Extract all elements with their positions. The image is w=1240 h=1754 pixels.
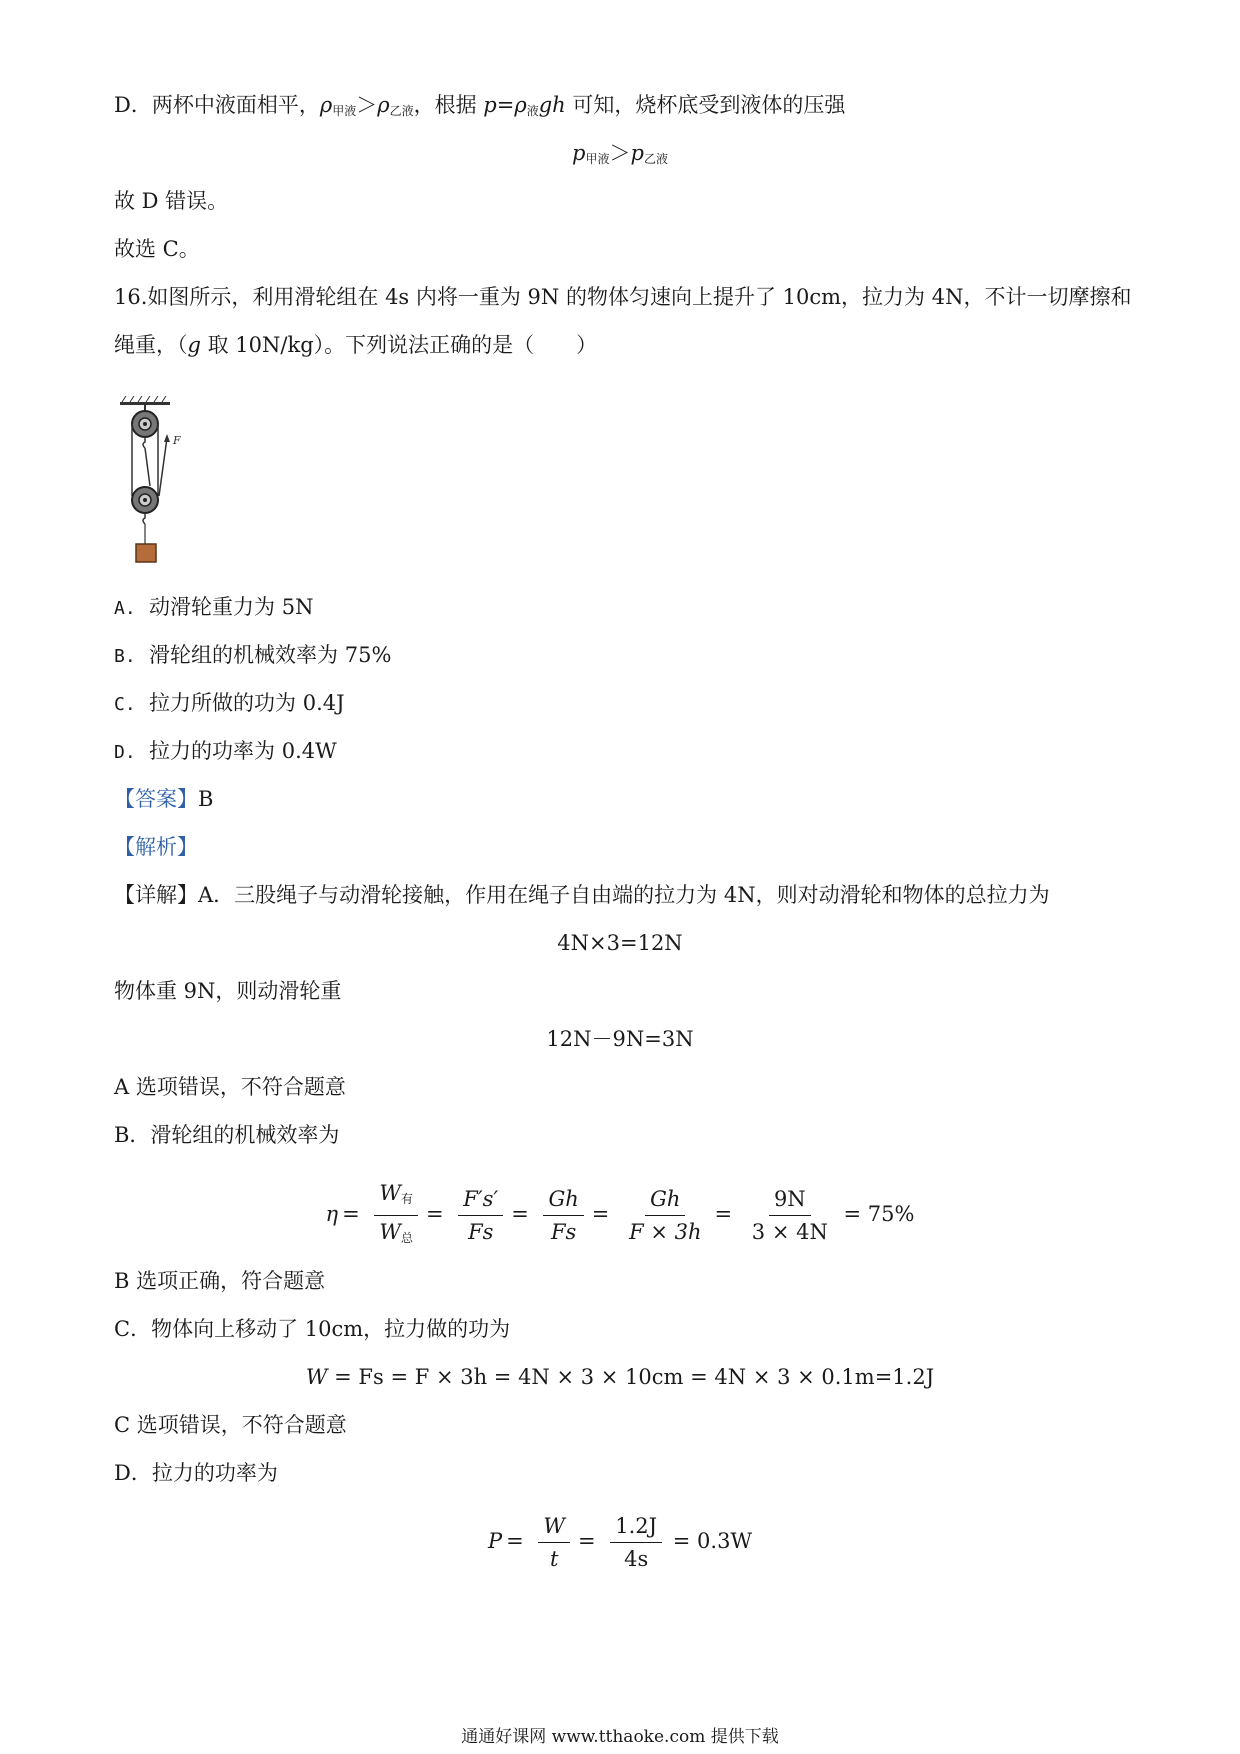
gt-symbol: ＞ [356,93,378,117]
g-symbol: g [187,333,201,357]
d-prev-line [114,90,845,126]
load-block [136,544,156,562]
d-conclusion: 故 D 错误。 [114,189,229,213]
force-arrow [164,434,170,442]
choose-line: 故选 C。 [114,237,200,261]
frac-gh-num: Gh [543,1184,583,1216]
sub-jia: 甲液 [332,104,357,118]
answer-line [114,784,213,814]
work-rhs: = Fs = F × 3h = 4N × 3 × 10cm = 4N × 3 × 0.1m=1.2J [334,1365,935,1389]
option-a[interactable] [114,592,313,624]
option-b-label: B. [114,646,136,667]
detail-a-text2: 物体重 9N，则动滑轮重 [114,979,342,1003]
rho-symbol: ρ [377,93,390,117]
frac-numbers-den: 3 × 4N [751,1220,828,1244]
option-c[interactable] [114,688,345,720]
answer-value: B [198,787,214,811]
sub-you: 有 [400,1192,413,1206]
work-lhs: W [305,1365,328,1389]
frac-gh-den: Fs [550,1220,577,1244]
frac-gh3h [624,1184,706,1247]
d-prev-mid2: 可知，烧杯底受到液体的压强 [565,93,846,117]
option-d-text: 拉力的功率为 0.4W [149,739,337,763]
work-equation [0,1362,1240,1392]
frac-fs-den: Fs [468,1220,494,1244]
power-equation: P = $\frac{W}{t}$ = $\frac{1.2J}{4s}$ = 0.3W [0,1508,1240,1574]
rho-symbol: ρ [319,93,333,117]
q16-line2-a: 绳重，（ [114,333,188,357]
option-b-text: 滑轮组的机械效率为 75% [149,643,392,667]
q16-line2 [114,330,597,360]
analysis-tag-text: 【解析】 [114,835,198,859]
frac-wt [538,1511,570,1574]
p-symbol: P [487,1529,503,1553]
d-prev-prefix: D．两杯中液面相平， [114,93,320,117]
d-text: D．拉力的功率为 [114,1461,278,1485]
sub-yi: 乙液 [643,152,668,166]
w-symbol: W [379,1220,401,1244]
frac-wt-den: t [549,1547,559,1571]
q16-line1: 16.如图所示，利用滑轮组在 4s 内将一重为 9N 的物体匀速向上提升了 10cm，拉力为 4N，不计一切摩擦和 [114,285,1132,309]
sub-yi: 乙液 [389,104,414,118]
option-b[interactable] [114,640,391,672]
b-text: B．滑轮组的机械效率为 [114,1123,340,1147]
sub-zong: 总 [400,1231,413,1245]
frac-power-den: 4s [624,1547,649,1571]
c-text: C．物体向上移动了 10cm，拉力做的功为 [114,1317,511,1341]
b-conclusion: B 选项正确，符合题意 [114,1269,326,1293]
option-d[interactable] [114,736,337,768]
frac-power-num: 1.2J [610,1511,662,1543]
p-symbol: p [483,93,497,117]
efficiency-equation: η = $\frac{W_有}{W_总}$ = $\frac{F's'}{Fs}$ = $\frac{Gh}{Fs}$ = $\frac{Gh}{F \times 3h}$ = $\frac{9N}{3 \times 4N}$ = 75% [0,1178,1240,1253]
sub-ye: 液 [526,104,539,118]
force-label: F [173,434,181,447]
q16-line2-b: 取 10N/kg）。下列说法正确的是（ ） [200,333,598,357]
analysis-tag [114,832,198,862]
c-conclusion: C 选项错误，不符合题意 [114,1413,347,1437]
frac-fs [458,1184,503,1247]
w-symbol: W [379,1181,401,1205]
power-result: = 0.3W [672,1529,753,1553]
p-symbol: p [630,141,644,165]
frac-fs-num: F′s′ [458,1184,503,1216]
frac-numbers [747,1184,833,1247]
detail-tag: 【详解】 [114,883,198,907]
gh-symbol: gh [538,93,566,117]
answer-tag: 【答案】 [114,787,198,811]
d-prev-mid1: ，根据 [413,93,484,117]
ceiling-hatch [120,396,170,405]
frac-gh3h-num: Gh [645,1184,685,1216]
eq-pulley-weight: 12N－9N=3N [546,1027,694,1051]
eta-symbol: η [325,1202,339,1226]
detail-a-text: A．三股绳子与动滑轮接触，作用在绳子自由端的拉力为 4N，则对动滑轮和物体的总拉力为 [198,883,1050,907]
option-a-text: 动滑轮重力为 5N [149,595,314,619]
a-conclusion: A 选项错误，不符合题意 [114,1075,346,1099]
pressure-compare-eq [0,138,1240,174]
sub-jia: 甲液 [585,152,610,166]
option-a-label: A. [114,598,136,619]
option-c-label: C. [114,694,136,715]
eta-result: = 75% [843,1202,915,1226]
footer: 通通好课网 www.tthaoke.com 提供下载 [461,1727,779,1747]
gt-symbol: ＞ [609,141,631,165]
fixed-pulley [132,411,158,437]
option-c-text: 拉力所做的功为 0.4J [149,691,345,715]
movable-pulley [132,487,158,513]
pulley-figure [112,396,192,566]
frac-gh3h-den: F × 3h [629,1220,702,1244]
p-symbol: p [572,141,586,165]
frac-wt-num: W [538,1511,570,1543]
eq-symbol: = [496,93,515,117]
frac-numbers-num: 9N [769,1184,811,1216]
frac-w [374,1178,418,1253]
option-d-label: D. [114,742,136,763]
frac-power-values [610,1511,662,1574]
eq-total-force: 4N×3=12N [557,931,683,955]
frac-gh [543,1184,583,1247]
rho-symbol: ρ [514,93,527,117]
detail-a-line [114,880,1050,910]
